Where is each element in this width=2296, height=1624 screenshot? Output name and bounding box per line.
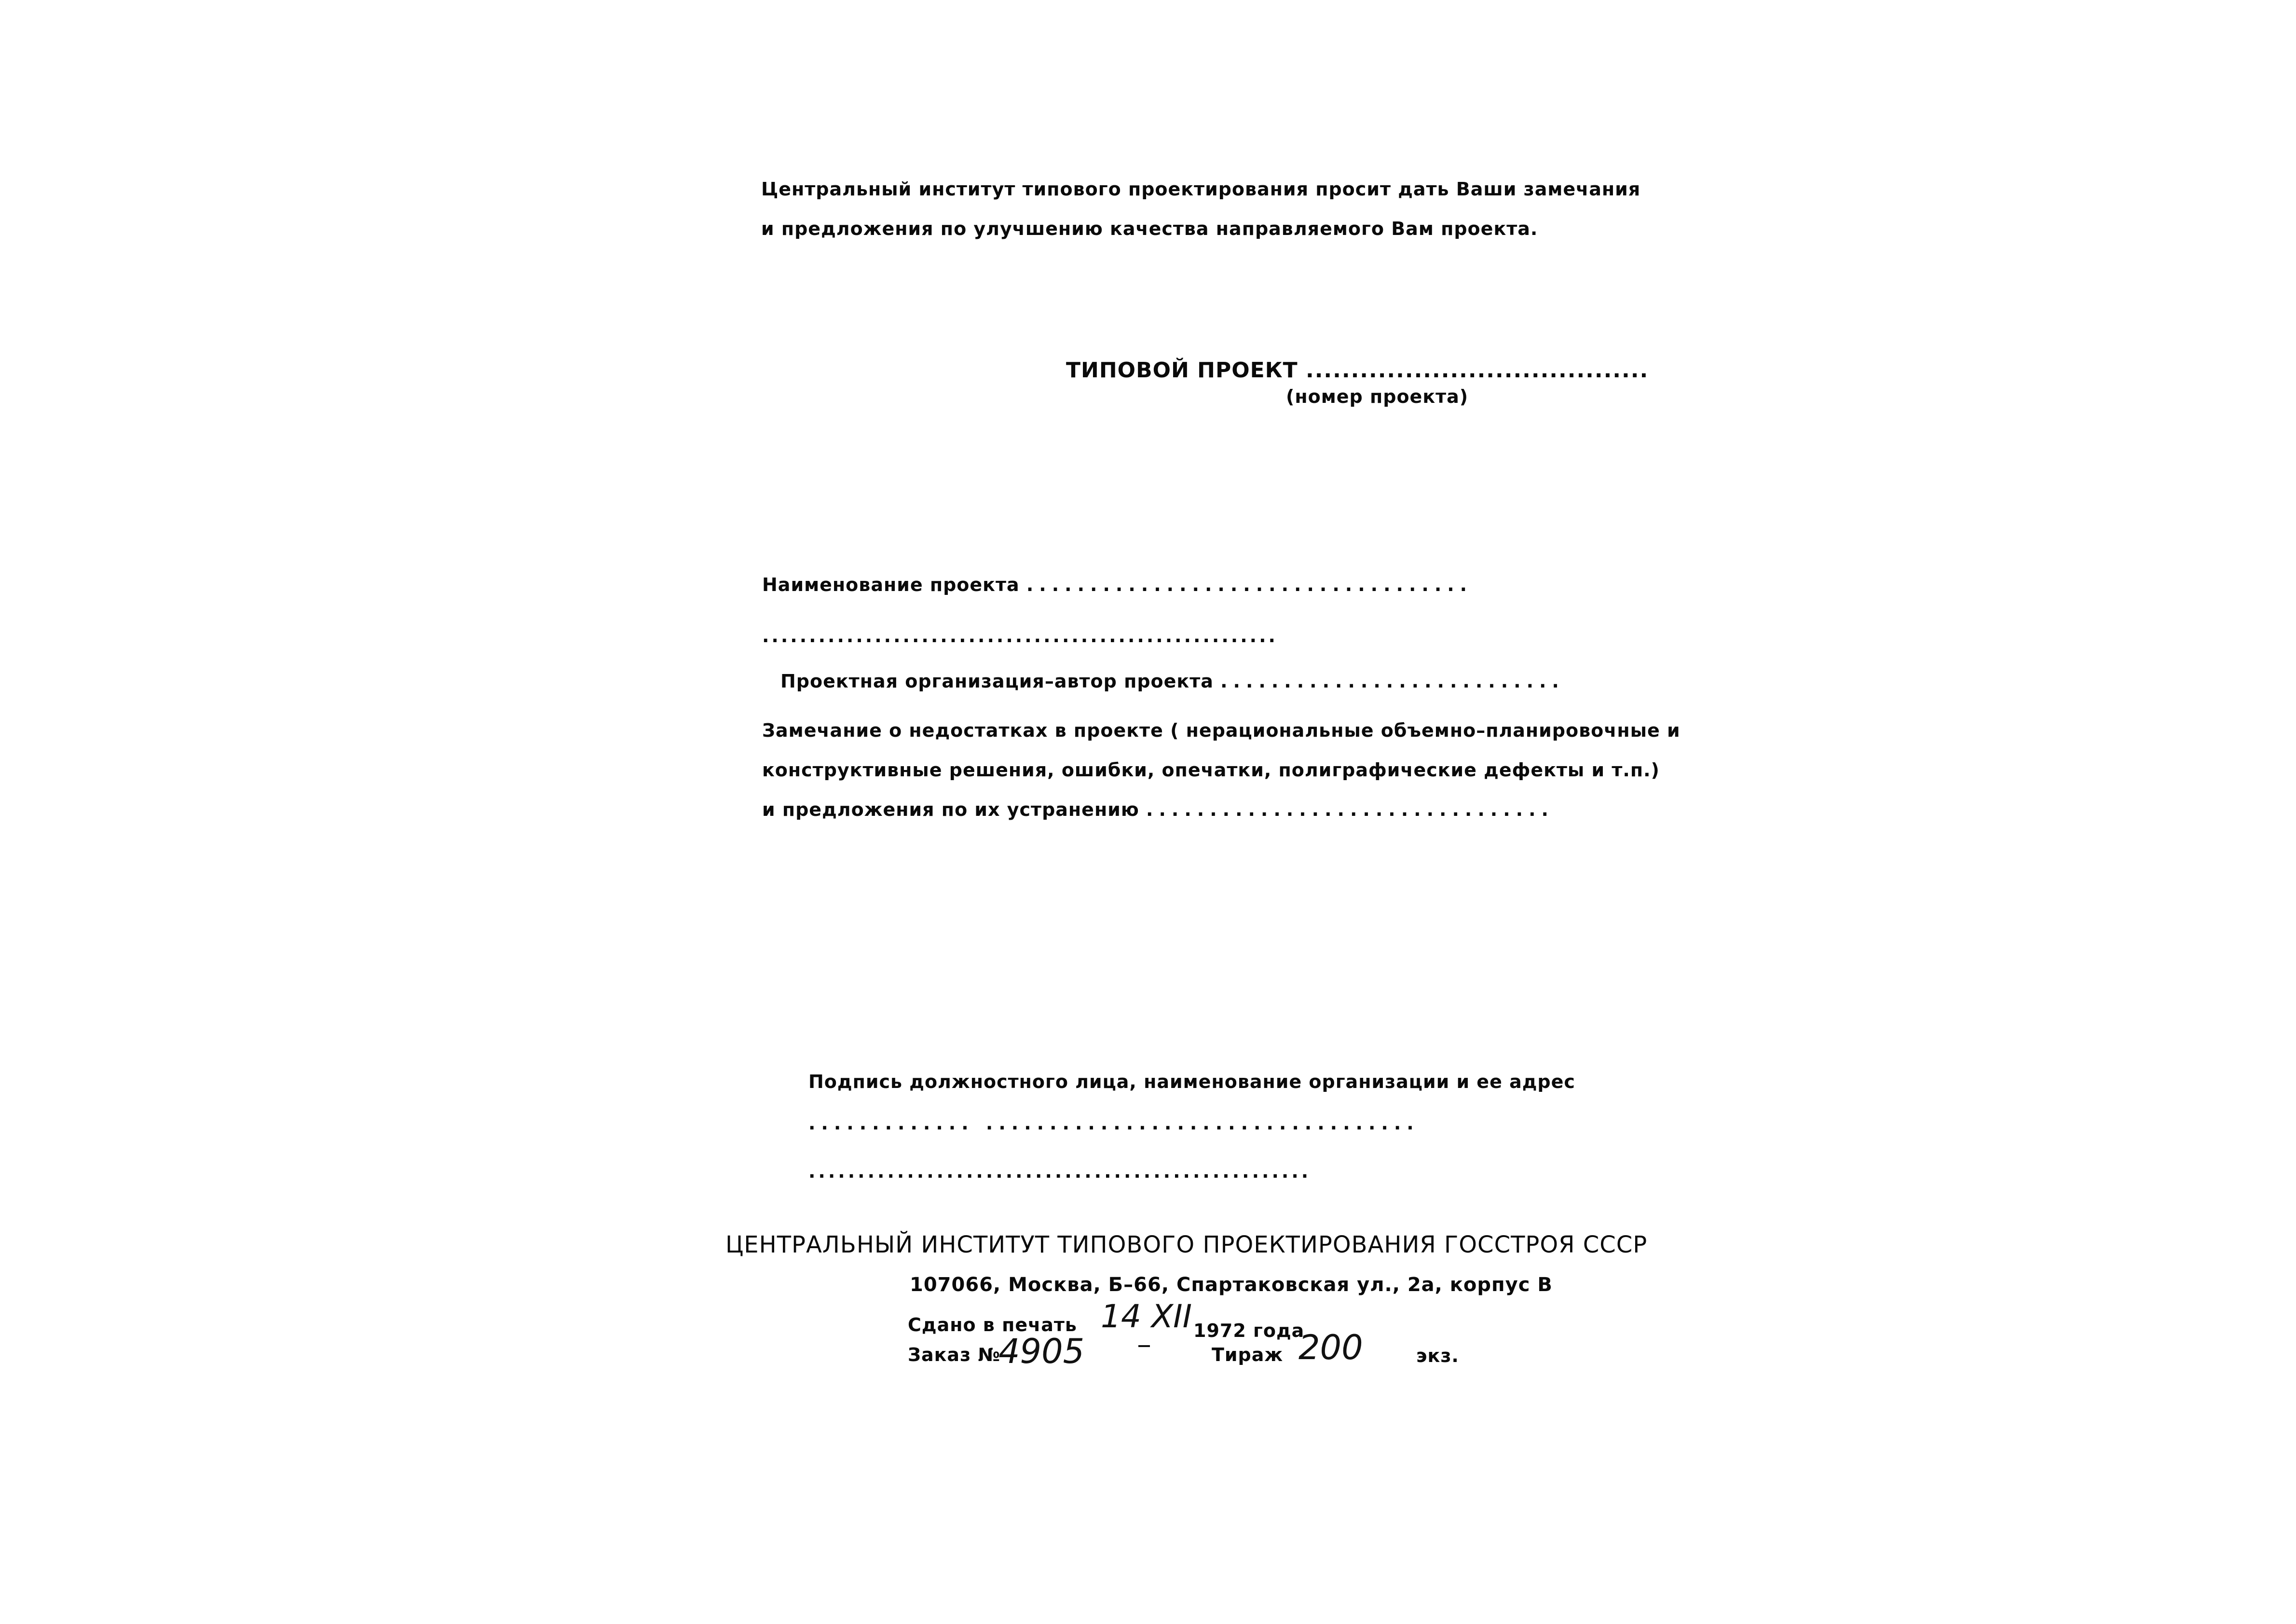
organization-label: Проектная организация–автор проекта [780, 671, 1214, 692]
project-name-continuation-field: ....................................................... [762, 625, 1278, 647]
organization-line [780, 671, 1565, 692]
print-date-label: Сдано в печать [908, 1314, 1077, 1335]
typical-project-line [1066, 358, 1649, 383]
remarks-label: и предложения по их устранению [762, 799, 1139, 820]
project-name-line [762, 574, 1473, 595]
copies-unit: экз. [1416, 1345, 1459, 1366]
copies-handwritten: 200 [1298, 1328, 1363, 1367]
remarks-field: ................................ [1146, 799, 1554, 820]
typical-project-number-field: ...................................... [1306, 358, 1649, 383]
order-number-handwritten: 4905 [998, 1332, 1085, 1371]
intro-line-2: и предложения по улучшению качества направляемого Вам проекта. [761, 218, 1538, 239]
footer-institute-name: ЦЕНТРАЛЬНЫЙ ИНСТИТУТ ТИПОВОГО ПРОЕКТИРОВАНИЯ ГОССТРОЯ СССР [725, 1231, 1648, 1258]
remarks-line-3 [762, 799, 1554, 820]
remarks-line-2: конструктивные решения, ошибки, опечатки, полиграфические дефекты и т.п.) [762, 759, 1660, 781]
print-year: 1972 года [1193, 1320, 1305, 1341]
print-date-handwritten: 14 XII [1101, 1298, 1192, 1335]
project-name-field: ................................... [1026, 574, 1473, 595]
typical-project-caption: (номер проекта) [1286, 386, 1469, 407]
intro-line-1: Центральный институт типового проектирования просит дать Ваши замечания [761, 179, 1641, 200]
project-name-label: Наименование проекта [762, 574, 1020, 595]
signature-dots-line-2 [808, 1161, 1311, 1182]
project-name-continuation-line [762, 625, 1278, 647]
remarks-line-1: Замечание о недостатках в проекте ( нерациональные объемно–планировочные и [762, 720, 1681, 741]
signature-label: Подпись должностного лица, наименование организации и ее адрес [808, 1071, 1575, 1092]
organization-field: ........................... [1220, 671, 1565, 692]
signature-field-1a: ............. [808, 1113, 974, 1134]
signature-field-1b: .................................. [985, 1113, 1420, 1134]
signature-field-2: ................................................... [808, 1161, 1312, 1182]
signature-dots-line-1 [808, 1113, 1420, 1134]
order-label: Заказ № [908, 1344, 1001, 1365]
typical-project-label: ТИПОВОЙ ПРОЕКТ [1066, 358, 1298, 383]
footer-address: 107066, Москва, Б–66, Спартаковская ул., 2а, корпус В [910, 1274, 1553, 1296]
copies-label: Тираж [1212, 1344, 1284, 1365]
order-dash-mark [1138, 1345, 1150, 1347]
